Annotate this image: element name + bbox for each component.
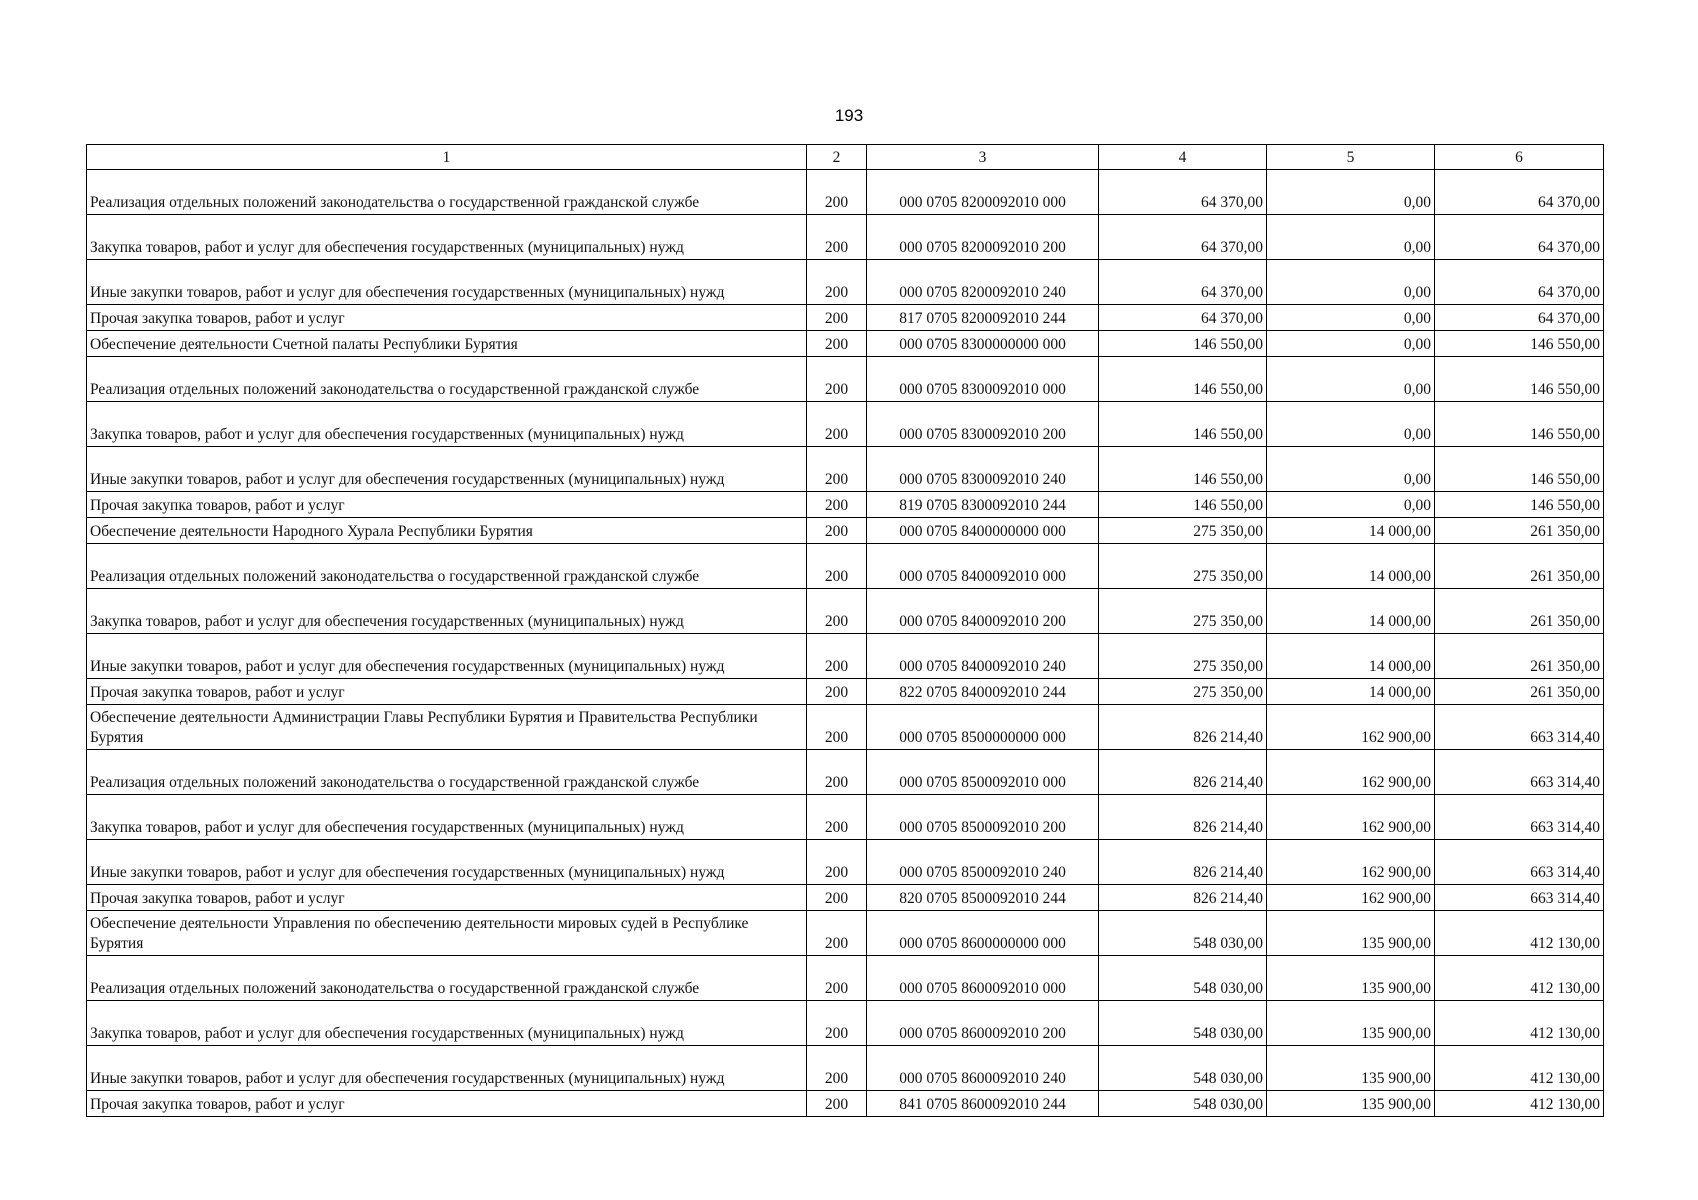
row-kbk-cell: 000 0705 8300000000 000 [867, 331, 1099, 357]
row-amount-col6-cell: 261 350,00 [1435, 679, 1604, 705]
row-kbk-cell: 000 0705 8300092010 240 [867, 447, 1099, 492]
row-amount-col4-cell: 548 030,00 [1099, 1091, 1267, 1117]
row-code-cell: 200 [807, 170, 867, 215]
row-code-cell: 200 [807, 885, 867, 911]
row-name-cell: Прочая закупка товаров, работ и услуг [87, 492, 807, 518]
row-name-cell: Иные закупки товаров, работ и услуг для обеспечения государственных (муниципальных) нужд [87, 1046, 807, 1091]
row-amount-col5-cell: 135 900,00 [1267, 956, 1435, 1001]
row-amount-col5-cell: 162 900,00 [1267, 795, 1435, 840]
row-amount-col4-cell: 548 030,00 [1099, 911, 1267, 956]
column-header-3: 3 [867, 145, 1099, 170]
column-header-4: 4 [1099, 145, 1267, 170]
row-amount-col6-cell: 64 370,00 [1435, 215, 1604, 260]
budget-table [86, 144, 1604, 1117]
table-row [87, 544, 1604, 589]
row-name-cell: Прочая закупка товаров, работ и услуг [87, 679, 807, 705]
row-kbk-cell: 000 0705 8500000000 000 [867, 705, 1099, 750]
row-amount-col5-cell: 0,00 [1267, 492, 1435, 518]
page-number: 193 [834, 106, 864, 125]
row-kbk-cell: 000 0705 8500092010 000 [867, 750, 1099, 795]
row-amount-col5-cell: 14 000,00 [1267, 589, 1435, 634]
row-amount-col4-cell: 146 550,00 [1099, 447, 1267, 492]
row-amount-col5-cell: 0,00 [1267, 331, 1435, 357]
row-amount-col6-cell: 412 130,00 [1435, 911, 1604, 956]
row-name-cell: Прочая закупка товаров, работ и услуг [87, 885, 807, 911]
row-amount-col5-cell: 162 900,00 [1267, 840, 1435, 885]
row-kbk-cell: 000 0705 8500092010 240 [867, 840, 1099, 885]
row-kbk-cell: 000 0705 8300092010 200 [867, 402, 1099, 447]
row-amount-col6-cell: 146 550,00 [1435, 492, 1604, 518]
table-row [87, 795, 1604, 840]
row-code-cell: 200 [807, 357, 867, 402]
column-header-2: 2 [807, 145, 867, 170]
row-name-cell: Реализация отдельных положений законодательства о государственной гражданской службе [87, 170, 807, 215]
row-code-cell: 200 [807, 911, 867, 956]
row-code-cell: 200 [807, 260, 867, 305]
table-row [87, 840, 1604, 885]
row-amount-col6-cell: 663 314,40 [1435, 885, 1604, 911]
row-amount-col6-cell: 261 350,00 [1435, 518, 1604, 544]
column-header-5: 5 [1267, 145, 1435, 170]
row-kbk-cell: 000 0705 8400092010 200 [867, 589, 1099, 634]
row-code-cell: 200 [807, 305, 867, 331]
row-name-cell: Обеспечение деятельности Управления по обеспечению деятельности мировых судей в Республике Бурятия [87, 911, 807, 956]
row-code-cell: 200 [807, 589, 867, 634]
row-amount-col4-cell: 275 350,00 [1099, 589, 1267, 634]
row-amount-col6-cell: 146 550,00 [1435, 447, 1604, 492]
row-name-cell: Прочая закупка товаров, работ и услуг [87, 1091, 807, 1117]
row-kbk-cell: 000 0705 8500092010 200 [867, 795, 1099, 840]
row-kbk-cell: 817 0705 8200092010 244 [867, 305, 1099, 331]
row-amount-col5-cell: 14 000,00 [1267, 634, 1435, 679]
row-code-cell: 200 [807, 1091, 867, 1117]
table-row [87, 589, 1604, 634]
row-amount-col6-cell: 64 370,00 [1435, 260, 1604, 305]
row-kbk-cell: 000 0705 8600092010 240 [867, 1046, 1099, 1091]
row-amount-col4-cell: 275 350,00 [1099, 544, 1267, 589]
row-code-cell: 200 [807, 840, 867, 885]
row-code-cell: 200 [807, 705, 867, 750]
row-amount-col4-cell: 64 370,00 [1099, 260, 1267, 305]
row-amount-col6-cell: 412 130,00 [1435, 956, 1604, 1001]
row-kbk-cell: 000 0705 8200092010 240 [867, 260, 1099, 305]
row-name-cell: Иные закупки товаров, работ и услуг для обеспечения государственных (муниципальных) нужд [87, 447, 807, 492]
row-code-cell: 200 [807, 750, 867, 795]
row-amount-col6-cell: 663 314,40 [1435, 705, 1604, 750]
row-kbk-cell: 000 0705 8200092010 200 [867, 215, 1099, 260]
row-name-cell: Иные закупки товаров, работ и услуг для обеспечения государственных (муниципальных) нужд [87, 634, 807, 679]
row-code-cell: 200 [807, 679, 867, 705]
row-amount-col5-cell: 135 900,00 [1267, 1046, 1435, 1091]
row-amount-col5-cell: 0,00 [1267, 402, 1435, 447]
row-amount-col4-cell: 146 550,00 [1099, 402, 1267, 447]
row-amount-col6-cell: 146 550,00 [1435, 331, 1604, 357]
row-code-cell: 200 [807, 956, 867, 1001]
row-amount-col5-cell: 162 900,00 [1267, 750, 1435, 795]
row-amount-col6-cell: 261 350,00 [1435, 544, 1604, 589]
row-code-cell: 200 [807, 518, 867, 544]
row-amount-col4-cell: 826 214,40 [1099, 795, 1267, 840]
row-kbk-cell: 000 0705 8400000000 000 [867, 518, 1099, 544]
row-name-cell: Закупка товаров, работ и услуг для обеспечения государственных (муниципальных) нужд [87, 589, 807, 634]
row-amount-col5-cell: 0,00 [1267, 170, 1435, 215]
table-row [87, 215, 1604, 260]
row-amount-col4-cell: 275 350,00 [1099, 634, 1267, 679]
table-row [87, 492, 1604, 518]
table-row [87, 447, 1604, 492]
table-row [87, 750, 1604, 795]
row-amount-col6-cell: 663 314,40 [1435, 795, 1604, 840]
row-kbk-cell: 000 0705 8400092010 240 [867, 634, 1099, 679]
row-name-cell: Иные закупки товаров, работ и услуг для обеспечения государственных (муниципальных) нужд [87, 260, 807, 305]
table-row [87, 331, 1604, 357]
row-kbk-cell: 000 0705 8600092010 000 [867, 956, 1099, 1001]
row-kbk-cell: 841 0705 8600092010 244 [867, 1091, 1099, 1117]
row-name-cell: Реализация отдельных положений законодательства о государственной гражданской службе [87, 750, 807, 795]
row-name-cell: Закупка товаров, работ и услуг для обеспечения государственных (муниципальных) нужд [87, 215, 807, 260]
row-name-cell: Обеспечение деятельности Народного Хурала Республики Бурятия [87, 518, 807, 544]
row-name-cell: Обеспечение деятельности Администрации Главы Республики Бурятия и Правительства Республики Бурятия [87, 705, 807, 750]
row-amount-col6-cell: 261 350,00 [1435, 589, 1604, 634]
row-name-cell: Прочая закупка товаров, работ и услуг [87, 305, 807, 331]
row-amount-col4-cell: 548 030,00 [1099, 1001, 1267, 1046]
row-amount-col5-cell: 135 900,00 [1267, 911, 1435, 956]
row-amount-col5-cell: 0,00 [1267, 260, 1435, 305]
table-row [87, 170, 1604, 215]
row-amount-col5-cell: 162 900,00 [1267, 705, 1435, 750]
table-row [87, 1091, 1604, 1117]
row-amount-col6-cell: 663 314,40 [1435, 840, 1604, 885]
row-code-cell: 200 [807, 1001, 867, 1046]
row-name-cell: Реализация отдельных положений законодательства о государственной гражданской службе [87, 357, 807, 402]
table-row [87, 705, 1604, 750]
table-row [87, 357, 1604, 402]
row-code-cell: 200 [807, 1046, 867, 1091]
table-row [87, 679, 1604, 705]
row-amount-col4-cell: 146 550,00 [1099, 492, 1267, 518]
table-row [87, 1001, 1604, 1046]
row-code-cell: 200 [807, 544, 867, 589]
row-amount-col4-cell: 826 214,40 [1099, 750, 1267, 795]
row-amount-col6-cell: 146 550,00 [1435, 357, 1604, 402]
table-row [87, 1046, 1604, 1091]
row-amount-col4-cell: 64 370,00 [1099, 170, 1267, 215]
row-kbk-cell: 822 0705 8400092010 244 [867, 679, 1099, 705]
row-code-cell: 200 [807, 447, 867, 492]
row-amount-col4-cell: 826 214,40 [1099, 705, 1267, 750]
row-code-cell: 200 [807, 402, 867, 447]
table-row [87, 402, 1604, 447]
table-row [87, 518, 1604, 544]
row-amount-col4-cell: 64 370,00 [1099, 215, 1267, 260]
row-amount-col5-cell: 162 900,00 [1267, 885, 1435, 911]
row-amount-col6-cell: 412 130,00 [1435, 1046, 1604, 1091]
row-amount-col4-cell: 548 030,00 [1099, 1046, 1267, 1091]
row-code-cell: 200 [807, 215, 867, 260]
row-code-cell: 200 [807, 634, 867, 679]
row-amount-col5-cell: 14 000,00 [1267, 518, 1435, 544]
row-amount-col6-cell: 64 370,00 [1435, 170, 1604, 215]
row-kbk-cell: 000 0705 8600092010 200 [867, 1001, 1099, 1046]
column-header-6: 6 [1435, 145, 1604, 170]
row-kbk-cell: 000 0705 8300092010 000 [867, 357, 1099, 402]
row-name-cell: Реализация отдельных положений законодательства о государственной гражданской службе [87, 544, 807, 589]
row-amount-col6-cell: 261 350,00 [1435, 634, 1604, 679]
row-amount-col5-cell: 135 900,00 [1267, 1091, 1435, 1117]
row-name-cell: Обеспечение деятельности Счетной палаты Республики Бурятия [87, 331, 807, 357]
table-row [87, 885, 1604, 911]
row-amount-col5-cell: 0,00 [1267, 357, 1435, 402]
row-amount-col4-cell: 146 550,00 [1099, 331, 1267, 357]
row-amount-col5-cell: 14 000,00 [1267, 679, 1435, 705]
row-code-cell: 200 [807, 331, 867, 357]
row-amount-col5-cell: 0,00 [1267, 305, 1435, 331]
row-kbk-cell: 000 0705 8200092010 000 [867, 170, 1099, 215]
row-amount-col6-cell: 412 130,00 [1435, 1001, 1604, 1046]
row-amount-col6-cell: 412 130,00 [1435, 1091, 1604, 1117]
row-amount-col4-cell: 64 370,00 [1099, 305, 1267, 331]
row-amount-col4-cell: 275 350,00 [1099, 679, 1267, 705]
table-body [87, 170, 1604, 1117]
row-amount-col4-cell: 146 550,00 [1099, 357, 1267, 402]
table-row [87, 634, 1604, 679]
table-row [87, 956, 1604, 1001]
header-row [87, 145, 1604, 170]
row-amount-col5-cell: 14 000,00 [1267, 544, 1435, 589]
row-code-cell: 200 [807, 795, 867, 840]
row-kbk-cell: 819 0705 8300092010 244 [867, 492, 1099, 518]
table-row [87, 911, 1604, 956]
row-amount-col6-cell: 663 314,40 [1435, 750, 1604, 795]
table-header [87, 145, 1604, 170]
row-amount-col6-cell: 146 550,00 [1435, 402, 1604, 447]
row-amount-col5-cell: 135 900,00 [1267, 1001, 1435, 1046]
row-amount-col5-cell: 0,00 [1267, 215, 1435, 260]
row-name-cell: Закупка товаров, работ и услуг для обеспечения государственных (муниципальных) нужд [87, 402, 807, 447]
table-row [87, 260, 1604, 305]
row-kbk-cell: 000 0705 8400092010 000 [867, 544, 1099, 589]
row-amount-col6-cell: 64 370,00 [1435, 305, 1604, 331]
row-amount-col4-cell: 826 214,40 [1099, 885, 1267, 911]
table-row [87, 305, 1604, 331]
row-name-cell: Закупка товаров, работ и услуг для обеспечения государственных (муниципальных) нужд [87, 795, 807, 840]
row-name-cell: Закупка товаров, работ и услуг для обеспечения государственных (муниципальных) нужд [87, 1001, 807, 1046]
row-kbk-cell: 820 0705 8500092010 244 [867, 885, 1099, 911]
row-amount-col4-cell: 826 214,40 [1099, 840, 1267, 885]
row-kbk-cell: 000 0705 8600000000 000 [867, 911, 1099, 956]
column-header-1: 1 [87, 145, 807, 170]
row-amount-col4-cell: 548 030,00 [1099, 956, 1267, 1001]
row-name-cell: Иные закупки товаров, работ и услуг для обеспечения государственных (муниципальных) нужд [87, 840, 807, 885]
row-amount-col4-cell: 275 350,00 [1099, 518, 1267, 544]
row-name-cell: Реализация отдельных положений законодательства о государственной гражданской службе [87, 956, 807, 1001]
row-code-cell: 200 [807, 492, 867, 518]
row-amount-col5-cell: 0,00 [1267, 447, 1435, 492]
